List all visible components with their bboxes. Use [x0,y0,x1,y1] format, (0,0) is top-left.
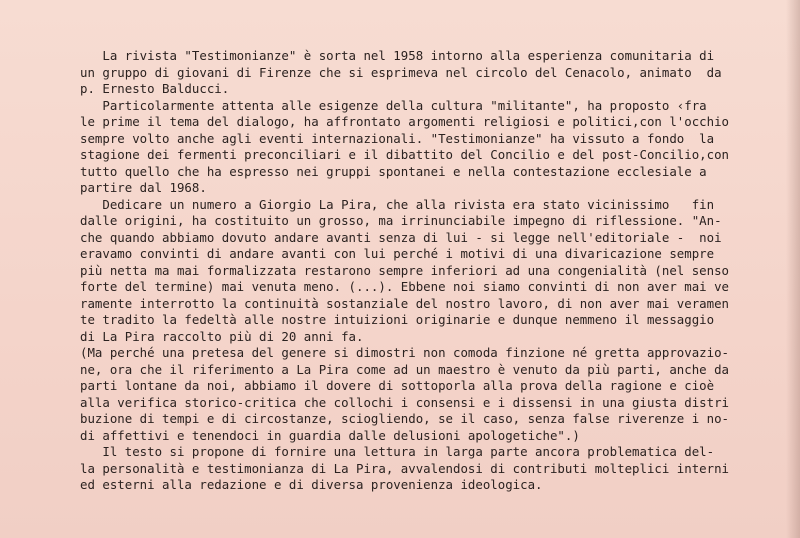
text-line: un gruppo di giovani di Firenze che si esprimeva nel circolo del Cenacolo, animato da [80,64,722,80]
text-line: (Ma perché una pretesa del genere si dimostri non comoda finzione né gretta approvazio- [80,345,730,360]
text-line: dalle origini, ha costituito un grosso, ma irrinunciabile impegno di riflessione. "An- [80,213,722,228]
text-line: te tradito la fedeltà alle nostre intuizioni originarie e dunque nemmeno il messaggio [80,312,715,327]
text-line: parti lontane da noi, abbiamo il dovere di sottoporla alla prova della ragione e cioè [80,378,715,393]
text-line: tutto quello che ha espresso nei gruppi spontanei e nella contestazione ecclesiale a [80,163,707,179]
text-line: ed esterni alla redazione e di diversa provenienza ideologica. [80,477,543,492]
text-line: p. Ernesto Balducci. [80,81,230,96]
text-line: Dedicare un numero a Giorgio La Pira, che alla rivista era stato vicinissimo fin [80,196,715,212]
text-line: partire dal 1968. [80,180,207,195]
text-line: di La Pira raccolto più di 20 anni fa. [80,328,364,344]
text-line: di affettivi e tenendoci in guardia dalle delusioni apologetiche".) [80,427,580,443]
text-line: Il testo si propone di fornire una lettura in larga parte ancora problematica del- [80,444,715,459]
text-line: La rivista "Testimonianze" è sorta nel 1958 intorno alla esperienza comunitaria di [80,48,715,63]
text-line: buzione di tempi e di circostanze, sciogliendo, se il caso, senza false riverenze i no- [80,411,730,426]
text-line: Particolarmente attenta alle esigenze della cultura "militante", ha proposto ‹fra [80,97,707,113]
text-line: ne, ora che il riferimento a La Pira come ad un maestro è venuto da più parti, anche da [80,361,730,377]
text-line: sempre volto anche agli eventi internazionali. "Testimonianze" ha vissuto a fondo la [80,130,715,146]
text-line: la personalità e testimonianza di La Pira, avvalendosi di contributi molteplici interni [80,460,730,476]
text-line: eravamo convinti di andare avanti con lui perché i motivi di una divaricazione sempre [80,246,715,261]
text-line: alla verifica storico-critica che collochi i consensi e i dissensi in una giusta distri [80,394,730,410]
text-line: che quando abbiamo dovuto andare avanti senza di lui - si legge nell'editoriale - noi [80,229,722,245]
text-line: ramente interrotto la continuità sostanziale del nostro lavoro, di non aver mai veramen [80,295,730,311]
text-line: le prime il tema del dialogo, ha affrontato argomenti religiosi e politici,con l'occhio [80,114,730,129]
text-line: forte del termine) mai venuta meno. (...). Ebbene noi siamo convinti di non aver mai ve [80,279,730,294]
body-text [80,48,786,494]
text-line: più netta ma mai formalizzata restarono sempre inferiori ad una congenialità (nel senso [80,262,730,278]
text-line: stagione dei fermenti preconciliari e il dibattito del Concilio e del post-Concilio,con [80,147,730,162]
